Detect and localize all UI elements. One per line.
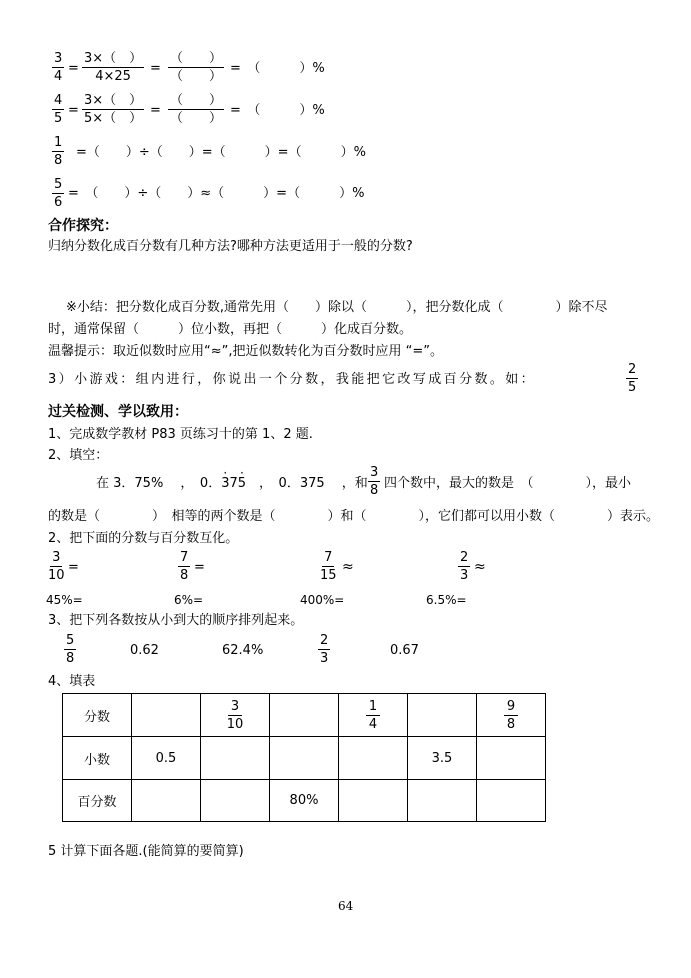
row-label: 百分数 <box>63 780 132 822</box>
division-chain: =（ ）÷（ ）=（ ）=（ ）% <box>76 145 366 160</box>
question-text: 归纳分数化成百分数有几种方法?哪种方法更适用于一般的分数? <box>48 239 413 254</box>
table-row <box>63 780 546 822</box>
table-cell: 0.5 <box>132 737 201 780</box>
fraction-4-5: $\frac{4}{5}$ <box>54 93 63 126</box>
equals-sign: = <box>150 103 161 118</box>
repeat-dot: · 3 <box>221 476 229 491</box>
fraction-1-8: $\frac{1}{8}$ <box>54 135 63 168</box>
game-text: 3）小游戏：组内进行，你说出一个分数，我能把它改写成百分数。如： <box>48 372 537 387</box>
fill-line-1-tail: 四个数中，最大的数是 （ ），最小 <box>384 476 632 491</box>
section-heading: 过关检测、学以致用： <box>48 404 188 420</box>
fraction-5-8: $\frac{5}{8}$ <box>66 633 75 666</box>
equals-sign: = <box>68 103 79 118</box>
table-cell[interactable] <box>408 694 477 737</box>
table-cell[interactable] <box>408 780 477 822</box>
fraction-expression: $\frac{3\times( )}{5\times( )}$ <box>84 93 143 126</box>
equals-sign: = <box>68 61 79 76</box>
exercise-1: 1、完成数学教材 P83 页练习十的第 1、2 题. <box>48 427 313 442</box>
fraction-2-3: $\frac{2}{3}$ <box>460 550 469 583</box>
section-heading: 合作探究： <box>48 218 118 234</box>
convert-title: 2、把下面的分数与百分数互化。 <box>48 531 239 546</box>
table-title: 4、填表 <box>48 674 96 689</box>
fraction-2-5: $\frac{2}{5}$ <box>628 362 637 395</box>
row-label: 分数 <box>63 694 132 737</box>
order-title: 3、把下列各数按从小到大的顺序排列起来。 <box>48 613 304 628</box>
calc-title: 5 计算下面各题.(能简算的要简算) <box>48 844 244 859</box>
table-cell <box>339 694 408 737</box>
convert-op: = <box>194 560 205 575</box>
table-cell: 80% <box>270 780 339 822</box>
fraction-9-8: $\frac{9}{8}$ <box>504 700 518 731</box>
table-cell <box>201 694 270 737</box>
repeat-dot: · 5 <box>238 476 246 491</box>
percent-item: 6%= <box>174 593 204 607</box>
fraction-2-3: $\frac{2}{3}$ <box>320 633 329 666</box>
table-cell[interactable] <box>339 737 408 780</box>
fill-line-2: 的数是（ ） 相等的两个数是（ ）和（ ），它们都可以用小数（ ）表示。 <box>48 509 660 524</box>
table-cell[interactable] <box>270 737 339 780</box>
fraction-5-6: $\frac{5}{6}$ <box>54 177 63 210</box>
fraction-expression: $\frac{3\times( )}{4\times 25}$ <box>84 51 143 84</box>
fraction-1-4: $\frac{1}{4}$ <box>366 700 380 731</box>
order-value: 0.62 <box>130 643 159 658</box>
summary-line-2: 时，通常保留（ ）位小数，再把（ ）化成百分数。 <box>48 322 413 337</box>
page-number: 64 <box>338 899 354 913</box>
percent-item: 400%= <box>300 593 345 607</box>
table-cell[interactable] <box>339 780 408 822</box>
fraction-3-8: $\frac{3}{8}$ <box>370 465 379 498</box>
fraction-3-10: $\frac{3}{10}$ <box>226 699 244 732</box>
fraction-3-10: $\frac{3}{10}$ <box>48 550 65 583</box>
exercise-2: 2、填空： <box>48 448 109 463</box>
percent-item: 45%= <box>46 593 83 607</box>
table-cell: 3.5 <box>408 737 477 780</box>
blank-fraction: （ ） （ ） <box>170 51 223 84</box>
table-cell[interactable] <box>270 694 339 737</box>
table-cell[interactable] <box>132 780 201 822</box>
tip-text: 温馨提示：取近似数时应用“≈”,把近似数转化为百分数时应用 “=”。 <box>48 344 443 359</box>
row-label: 小数 <box>63 737 132 780</box>
fraction-7-8: $\frac{7}{8}$ <box>180 550 189 583</box>
order-value: 62.4% <box>222 643 264 658</box>
table-cell[interactable] <box>477 737 546 780</box>
table-cell[interactable] <box>132 694 201 737</box>
blank-fraction: （ ） （ ） <box>170 93 223 126</box>
summary-line-1: ※小结：把分数化成百分数,通常先用（ ）除以（ ），把分数化成（ ）除不尽 <box>66 300 608 315</box>
convert-op: ≈ <box>474 559 486 575</box>
division-chain: = （ ）÷（ ）≈（ ）=（ ）% <box>68 186 365 201</box>
convert-op: = <box>68 560 79 575</box>
table-row <box>63 737 546 780</box>
fraction-3-4: $\frac{3}{4}$ <box>54 51 63 84</box>
percent-blank: = （ ）% <box>230 103 325 118</box>
percent-blank: = （ ）% <box>230 61 325 76</box>
table-cell[interactable] <box>201 737 270 780</box>
percent-item: 6.5%= <box>426 593 467 607</box>
table-cell[interactable] <box>477 780 546 822</box>
fill-line-1: 在 3．75% ， 0．· 37· 5 ， 0．375 ，和 <box>96 477 368 490</box>
fraction-7-15: $\frac{7}{15}$ <box>320 550 337 583</box>
table-row <box>63 694 546 737</box>
fill-table <box>62 693 546 822</box>
table-cell[interactable] <box>201 780 270 822</box>
order-value: 0.67 <box>390 643 419 658</box>
equals-sign: = <box>150 61 161 76</box>
table-cell <box>477 694 546 737</box>
convert-op: ≈ <box>342 559 354 575</box>
